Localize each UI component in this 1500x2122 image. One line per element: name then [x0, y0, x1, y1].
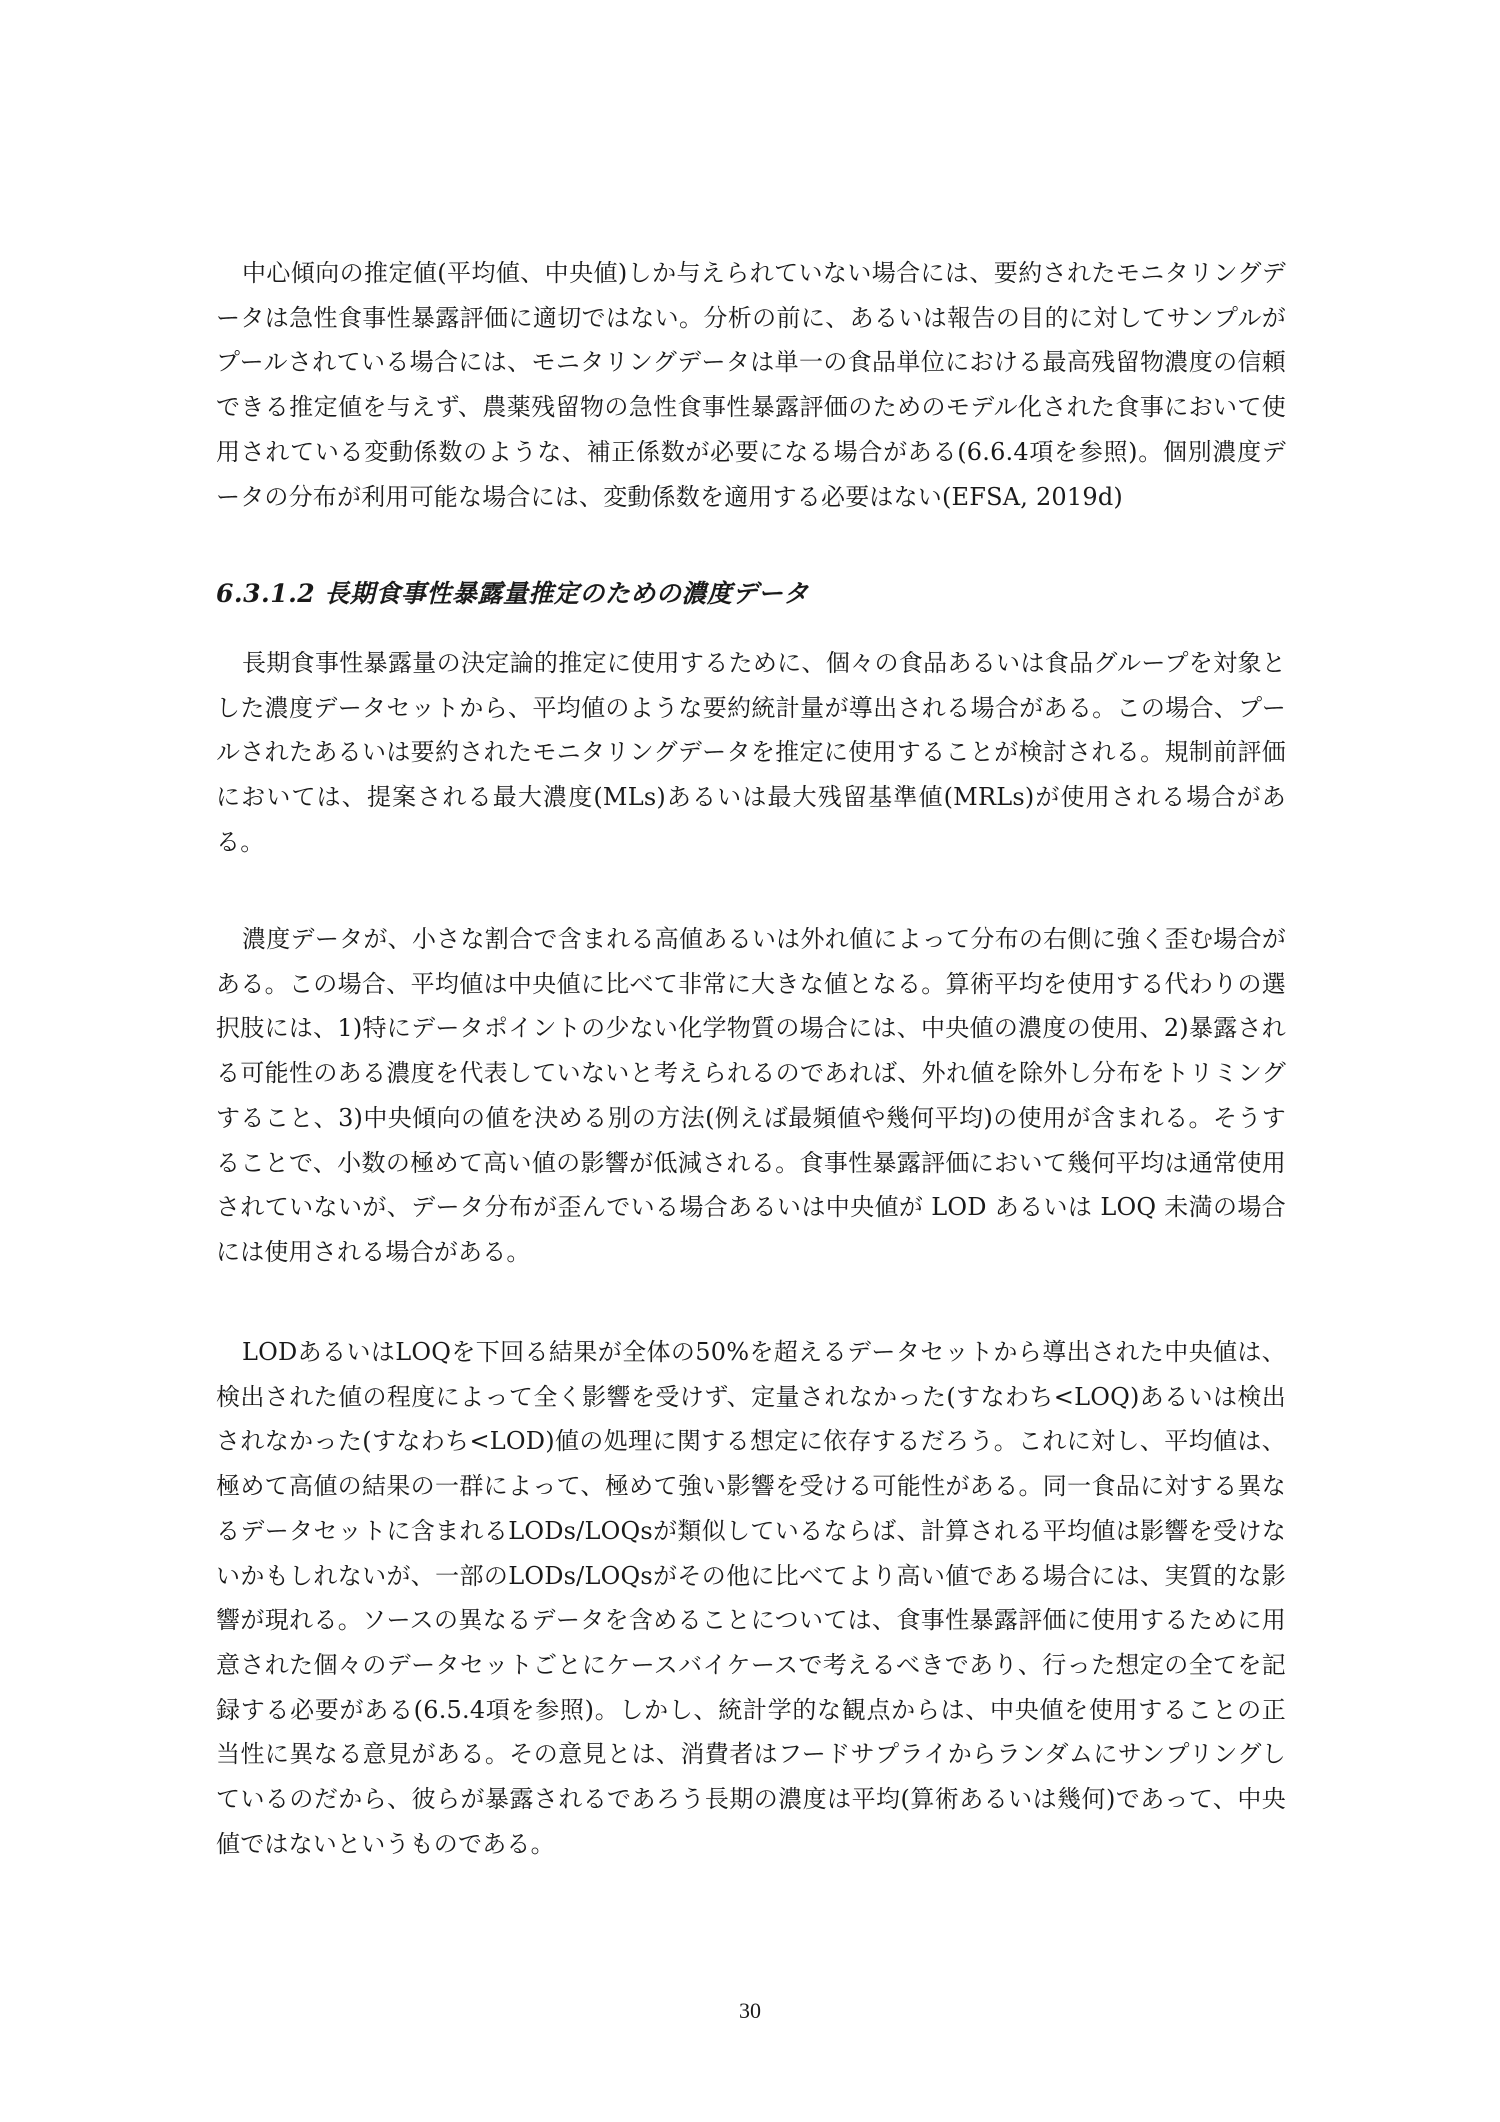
paragraph-lod-loq-median: LODあるいはLOQを下回る結果が全体の50%を超えるデータセットから導出された中央値は、検出された値の程度によって全く影響を受けず、定量されなかった(すなわち<LOQ)あるいは検出されなかった(すなわち<LOD)値の処理に関する想定に依存するだろう。これに対し、平均値は、極めて高値の結果の一群によって、極めて強い影響を受ける可能性がある。同一食品に対する異なるデータセットに含まれるLODs/LOQsが類似しているならば、計算される平均値は影響を受けないかもしれないが、一部のLODs/LOQsがその他に比べてより高い値である場合には、実質的な影響が現れる。ソースの異なるデータを含めることについては、食事性暴露評価に使用するために用意された個々のデータセットごとにケースバイケースで考えるべきであり、行った想定の全てを記録する必要がある(6.5.4項を参照)。しかし、統計学的な観点からは、中央値を使用することの正当性に異なる意見がある。その意見とは、消費者はフードサプライからランダムにサンプリングしているのだから、彼らが暴露されるであろう長期の濃度は平均(算術あるいは幾何)であって、中央値ではないというものである。	[216, 1338, 1286, 1858]
paragraph-long-term-exposure: 長期食事性暴露量の決定論的推定に使用するために、個々の食品あるいは食品グループを対象とした濃度データセットから、平均値のような要約統計量が導出される場合がある。この場合、プールされたあるいは要約されたモニタリングデータを推定に使用することが検討される。規制前評価においては、提案される最大濃度(MLs)あるいは最大残留基準値(MRLs)が使用される場合がある。	[216, 649, 1286, 856]
paragraph-skewed-distribution: 濃度データが、小さな割合で含まれる高値あるいは外れ値によって分布の右側に強く歪む場合がある。この場合、平均値は中央値に比べて非常に大きな値となる。算術平均を使用する代わりの選択肢には、1)特にデータポイントの少ない化学物質の場合には、中央値の濃度の使用、2)暴露される可能性のある濃度を代表していないと考えられるのであれば、外れ値を除外し分布をトリミングすること、3)中央傾向の値を決める別の方法(例えば最頻値や幾何平均)の使用が含まれる。そうすることで、小数の極めて高い値の影響が低減される。食事性暴露評価において幾何平均は通常使用されていないが、データ分布が歪んでいる場合あるいは中央値が LOD あるいは LOQ 未満の場合には使用される場合がある。	[216, 925, 1286, 1266]
section-heading: 6.3.1.2 長期食事性暴露量推定のための濃度データ	[216, 579, 809, 608]
page-number: 30	[739, 1998, 761, 2023]
paragraph-central-tendency: 中心傾向の推定値(平均値、中央値)しか与えられていない場合には、要約されたモニタリングデータは急性食事性暴露評価に適切ではない。分析の前に、あるいは報告の目的に対してサンプルがプールされている場合には、モニタリングデータは単一の食品単位における最高残留物濃度の信頼できる推定値を与えず、農薬残留物の急性食事性暴露評価のためのモデル化された食事において使用されている変動係数のような、補正係数が必要になる場合がある(6.6.4項を参照)。個別濃度データの分布が利用可能な場合には、変動係数を適用する必要はない(EFSA, 2019d)	[216, 259, 1286, 511]
